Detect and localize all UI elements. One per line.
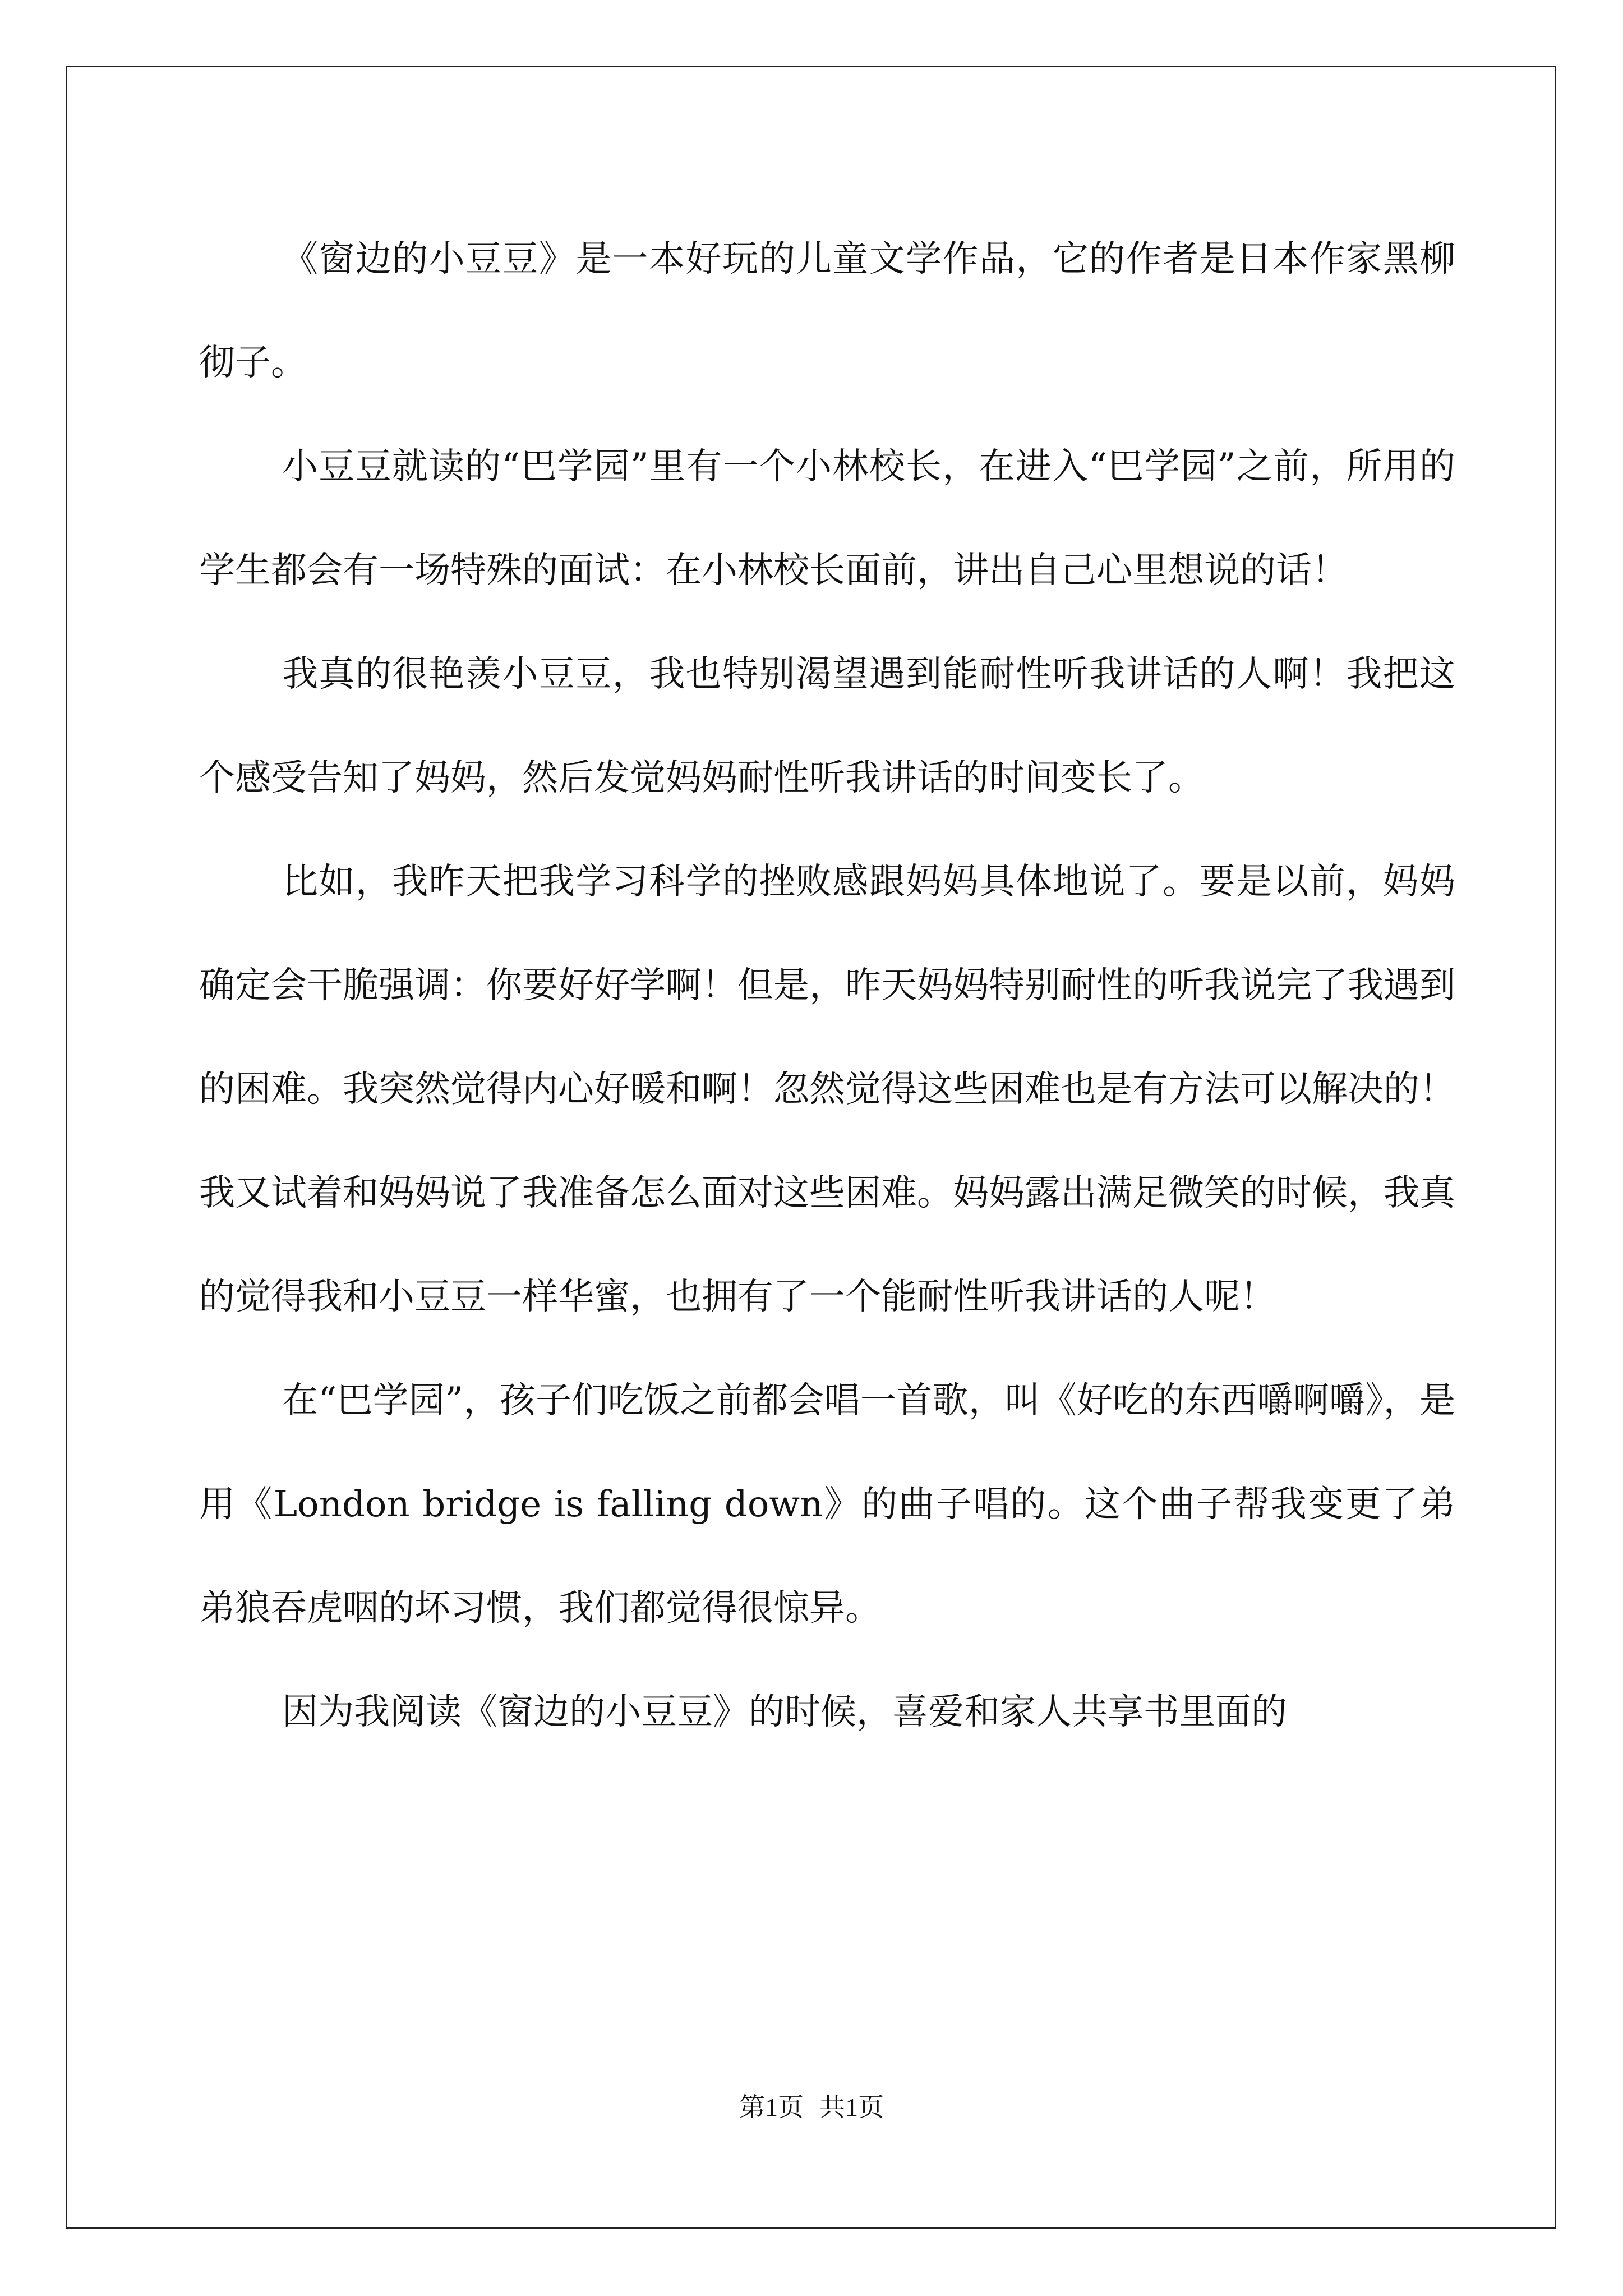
page-total: 共1页 — [819, 2093, 884, 2122]
paragraph: 在“巴学园”，孩子们吃饭之前都会唱一首歌，叫《好吃的东西嚼啊嚼》，是用《London bridge is falling down》的曲子唱的。这个曲子帮我变更了弟弟狼吞虎咽的坏习惯，我们都觉得很惊异。 — [199, 1380, 1455, 1629]
paragraph: 《窗边的小豆豆》是一本好玩的儿童文学作品，它的作者是日本作家黑柳彻子。 — [199, 238, 1455, 384]
page-number: 第1页 — [739, 2093, 804, 2122]
paragraph: 因为我阅读《窗边的小豆豆》的时候，喜爱和家人共享书里面的 — [282, 1691, 1287, 1733]
paragraph: 小豆豆就读的“巴学园”里有一个小林校长，在进入“巴学园”之前，所用的学生都会有一场特殊的面试：在小林校长面前，讲出自己心里想说的话！ — [199, 446, 1455, 591]
paragraph: 我真的很艳羡小豆豆，我也特别渴望遇到能耐性听我讲话的人啊！我把这个感受告知了妈妈，然后发觉妈妈耐性听我讲话的时间变长了。 — [199, 654, 1455, 799]
document-body — [199, 208, 1455, 1764]
paragraph: 比如，我昨天把我学习科学的挫败感跟妈妈具体地说了。要是以前，妈妈确定会干脆强调：你要好好学啊！但是，昨天妈妈特别耐性的听我说完了我遇到的困难。我突然觉得内心好暖和啊！忽然觉得这些困难也是有方法可以解决的！我又试着和妈妈说了我准备怎么面对这些困难。妈妈露出满足微笑的时候，我真的觉得我和小豆豆一样华蜜，也拥有了一个能耐性听我讲话的人呢！ — [199, 861, 1455, 1318]
page-footer — [0, 2087, 1623, 2124]
